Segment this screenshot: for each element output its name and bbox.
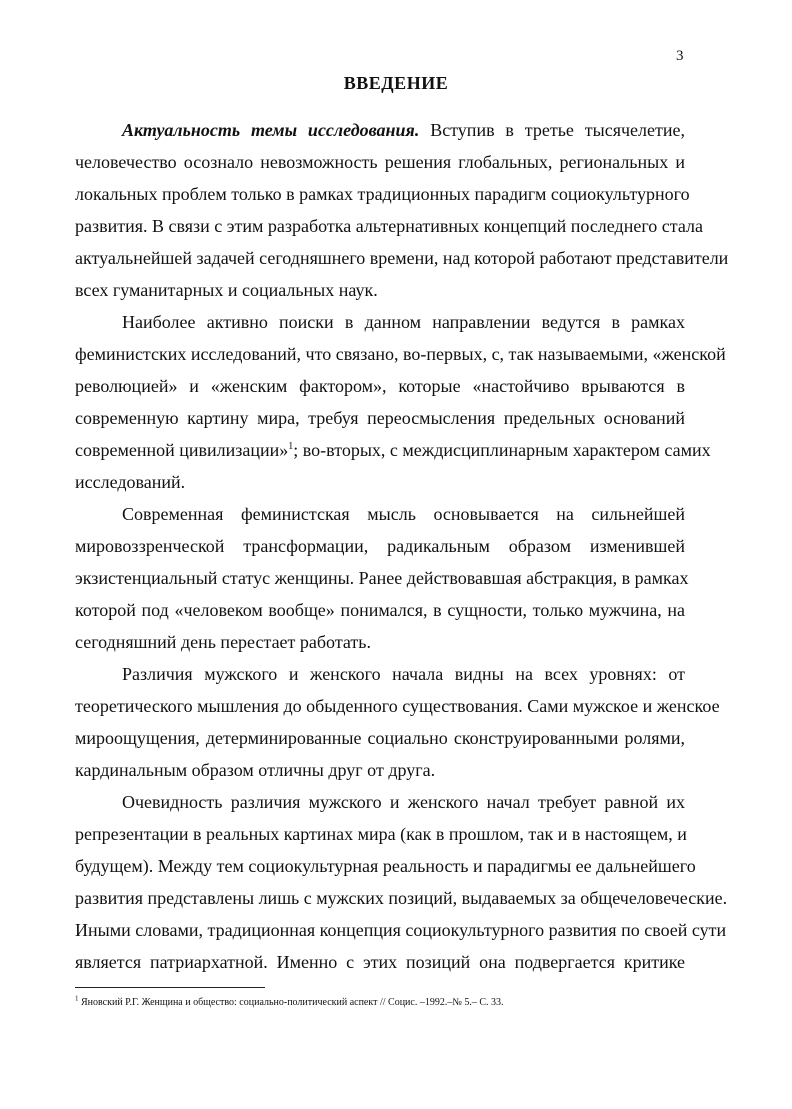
paragraph-line: будущем). Между тем социокультурная реальность и парадигмы ее дальнейшего — [75, 856, 696, 876]
paragraph-line: локальных проблем только в рамках традиционных парадигм социокультурного — [75, 184, 690, 204]
paragraph-line: репрезентации в реальных картинах мира (как в прошлом, так и в настоящем, и — [75, 824, 687, 844]
paragraph-line: Иными словами, традиционная концепция социокультурного развития по своей сути — [75, 920, 727, 940]
paragraph-5 — [75, 786, 728, 978]
paragraph-line: человечество осознало невозможность решения глобальных, региональных и — [75, 152, 685, 172]
paragraph-line: исследований. — [75, 472, 186, 492]
paragraph-line: Современная феминистская мысль основывается на сильнейшей — [122, 504, 685, 524]
paragraph-1 — [75, 114, 729, 306]
paragraph-line: экзистенциальный статус женщины. Ранее действовавшая абстракция, в рамках — [75, 568, 689, 588]
paragraph-4 — [75, 658, 720, 786]
paragraph-line: развития. В связи с этим разработка альтернативных концепций последнего стала — [75, 216, 703, 236]
paragraph-line: Различия мужского и женского начала видны на всех уровнях: от — [122, 664, 685, 684]
footnote — [75, 994, 504, 1008]
paragraph-line: всех гуманитарных и социальных наук. — [75, 280, 378, 300]
section-lead-in: Актуальность темы исследования. — [122, 120, 420, 140]
paragraph-line: современную картину мира, требуя переосмысления предельных оснований — [75, 408, 685, 428]
paragraph-line: является патриархатной. Именно с этих позиций она подвергается критике — [75, 952, 685, 972]
footnote-text: Яновский Р.Г. Женщина и общество: социально-политический аспект // Социс. –1992.–№ 5.– С. 33. — [81, 997, 504, 1008]
paragraph-3 — [75, 498, 689, 658]
paragraph-line: Очевидность различия мужского и женского начал требует равной их — [122, 792, 685, 812]
paragraph-line: кардинальным образом отличны друг от друга. — [75, 760, 436, 780]
paragraph-line — [75, 114, 685, 146]
line-text: ; во-вторых, с междисциплинарным характером самих — [293, 440, 711, 460]
body-text — [75, 114, 729, 978]
paragraph-2 — [75, 306, 726, 498]
page-heading: ВВЕДЕНИЕ — [343, 73, 449, 93]
paragraph-line: мировоззренческой трансформации, радикальным образом изменившей — [75, 536, 685, 556]
line-text: Вступив в третье тысячелетие, — [430, 120, 685, 140]
paragraph-line: которой под «человеком вообще» понимался, в сущности, только мужчина, на — [75, 600, 685, 620]
paragraph-line — [75, 434, 711, 466]
footnote-marker: 1 — [75, 994, 79, 1003]
paragraph-line: Наиболее активно поиски в данном направлении ведутся в рамках — [122, 312, 685, 332]
paragraph-line: актуальнейшей задачей сегодняшнего времени, над которой работают представители — [75, 248, 729, 268]
page-number: 3 — [676, 48, 684, 64]
paragraph-line: сегодняшний день перестает работать. — [75, 632, 372, 652]
footnote-reference: 1 — [288, 441, 294, 452]
line-text: современной цивилизации» — [75, 440, 289, 460]
paragraph-line: развития представлены лишь с мужских позиций, выдаваемых за общечеловеческие. — [75, 888, 728, 908]
paragraph-line: теоретического мышления до обыденного существования. Сами мужское и женское — [75, 696, 720, 716]
footnote-divider — [75, 987, 265, 988]
paragraph-line: феминистских исследований, что связано, во-первых, с, так называемыми, «женской — [75, 344, 726, 364]
paragraph-line: революцией» и «женским фактором», которые «настойчиво врываются в — [75, 376, 685, 396]
paragraph-line: мироощущения, детерминированные социально сконструированными ролями, — [75, 728, 685, 748]
